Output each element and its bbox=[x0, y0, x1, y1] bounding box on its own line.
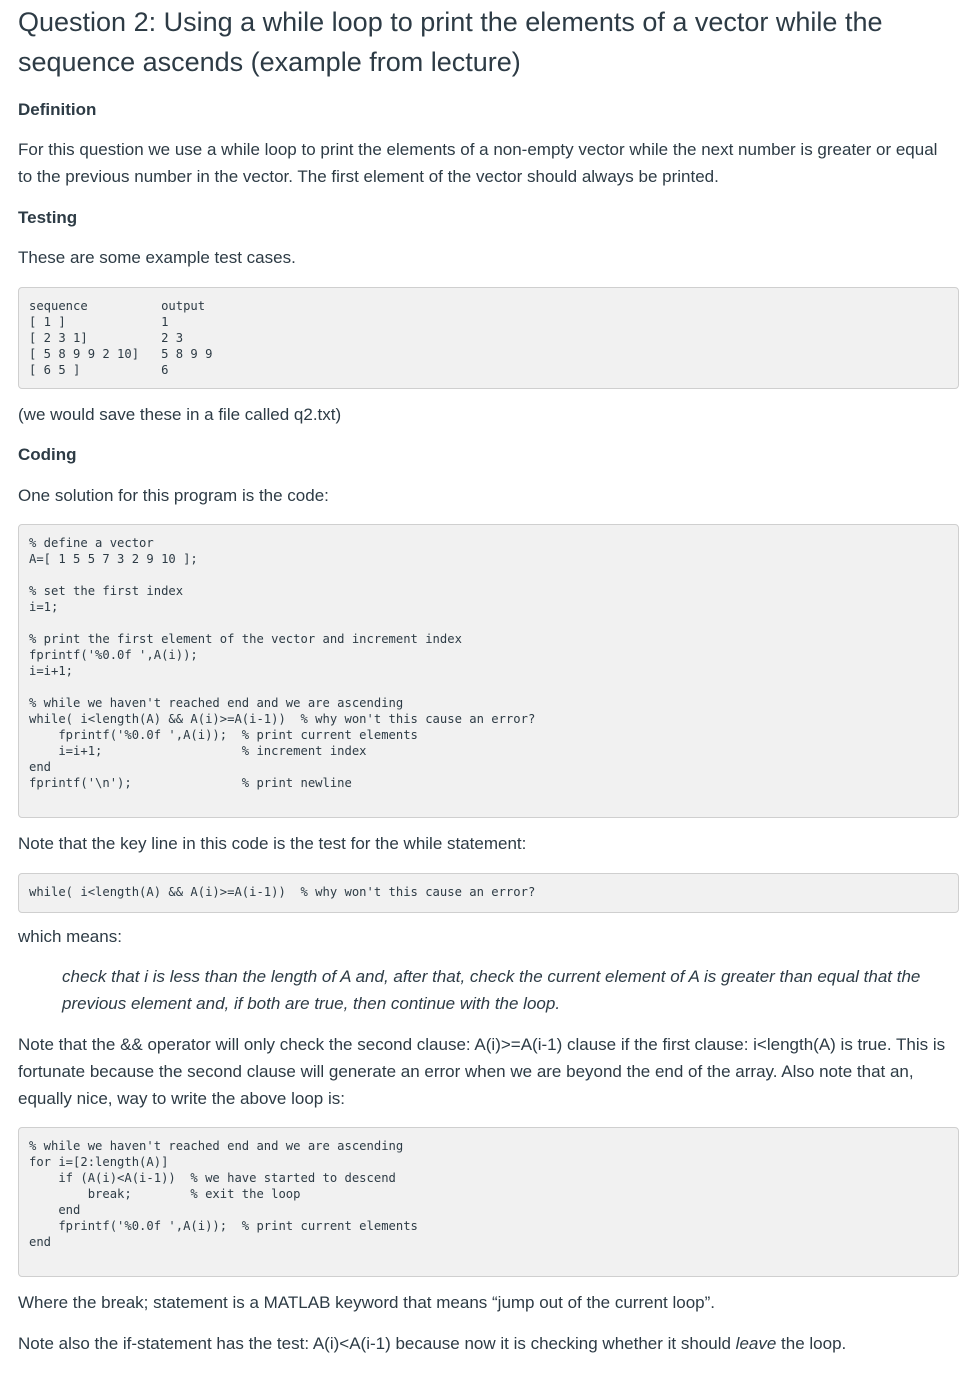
page-title: Question 2: Using a while loop to print the elements of a vector while the sequence ascends (example from lecture) bbox=[18, 7, 883, 77]
explanation-quote: check that i is less than the length of A and, after that, check the current element of A is greater than equal that the previous element and, if both are true, then continue with the loop. bbox=[62, 967, 921, 1013]
if-note-emphasis: leave bbox=[735, 1334, 777, 1353]
which-means-text: which means: bbox=[18, 927, 122, 946]
coding-intro: One solution for this program is the code: bbox=[18, 486, 329, 505]
save-file-note: (we would save these in a file called q2.txt) bbox=[18, 405, 342, 424]
break-note: Where the break; statement is a MATLAB keyword that means “jump out of the current loop”. bbox=[18, 1293, 715, 1312]
key-line-code-block: while( i<length(A) && A(i)>=A(i-1)) % why won't this cause an error? bbox=[18, 873, 959, 913]
coding-heading: Coding bbox=[18, 445, 77, 464]
if-note-prefix: Note also the if-statement has the test: A(i)<A(i-1) because now it is checking whether it should bbox=[18, 1334, 736, 1353]
testing-heading: Testing bbox=[18, 208, 78, 227]
operator-note: Note that the && operator will only check the second clause: A(i)>=A(i-1) clause if the first clause: i<length(A) is true. This is fortunate because the second clause will generate an error when we are beyond the end of the array. Also note that an, equally nice, way to write the above loop is: bbox=[18, 1035, 946, 1108]
if-statement-note bbox=[18, 1330, 948, 1357]
key-line-note: Note that the key line in this code is the test for the while statement: bbox=[18, 834, 527, 853]
testing-intro: These are some example test cases. bbox=[18, 248, 296, 267]
test-cases-block: sequence output [ 1 ] 1 [ 2 3 1] 2 3 [ 5 8 9 9 2 10] 5 8 9 9 [ 6 5 ] 6 bbox=[18, 287, 959, 389]
solution-code-block: % define a vector A=[ 1 5 5 7 3 2 9 10 ]; % set the first index i=1; % print the first element of the vector and increment index fprintf('%0.0f ',A(i)); i=i+1; % while we haven't reached end and we are ascending while( i<length(A) && A(i)>=A(i-1)) % why won't this cause an error? fprintf('%0.0f ',A(i)); % print current elements i=i+1; % increment index end fprintf('\n'); % print newline bbox=[18, 524, 959, 818]
definition-text: For this question we use a while loop to print the elements of a non-empty vector while the next number is greater or equal to the previous number in the vector. The first element of the vector should always be printed. bbox=[18, 140, 938, 186]
if-note-suffix: the loop. bbox=[776, 1334, 847, 1353]
definition-heading: Definition bbox=[18, 100, 97, 119]
alternative-code-block: % while we haven't reached end and we are ascending for i=[2:length(A)] if (A(i)<A(i-1)) % we have started to descend break; % exit the loop end fprintf('%0.0f ',A(i)); % print current elements end bbox=[18, 1127, 959, 1277]
